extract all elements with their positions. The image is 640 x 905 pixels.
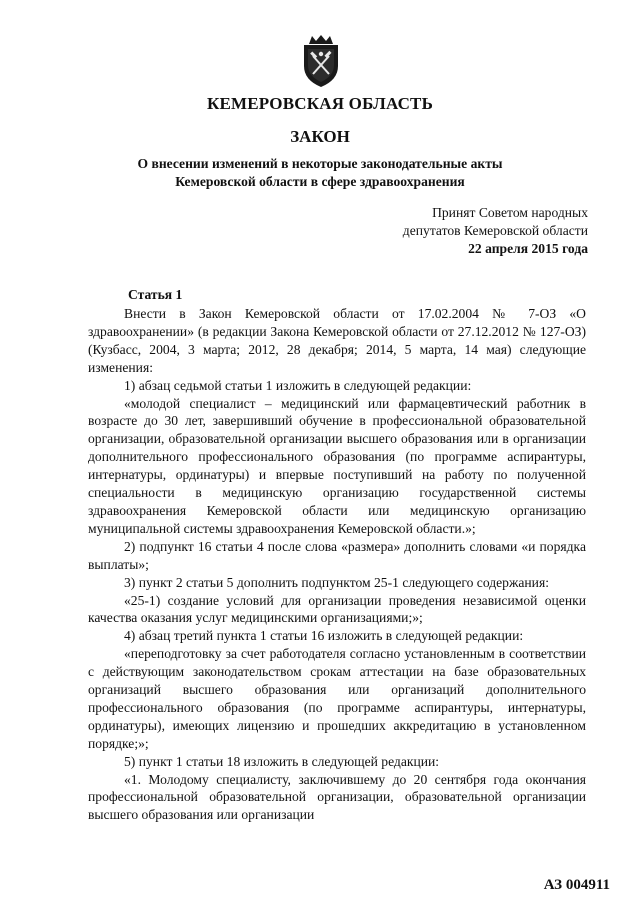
law-title-line-2: Кемеровской области в сфере здравоохранения — [175, 174, 465, 189]
article-paragraph: «переподготовку за счет работодателя согласно установленным в соответствии с действующим законодательством срокам аттестации на базе образовательных организаций высшего образования или организаций дополнительного профессионального образования (по программе аспирантуры, интернатуры, ординатуры), имеющих лицензию и прошедших аккредитацию в установленном порядке;»; — [88, 646, 586, 751]
adoption-line-2: депутатов Кемеровской области — [402, 223, 588, 238]
article-paragraph: Внести в Закон Кемеровской области от 17.02.2004 № 7-ОЗ «О здравоохранении» (в редакции Закона Кемеровской области от 27.12.2012 № 127-ОЗ) (Кузбасс, 2004, 3 марта; 2012, 28 декабря; 2014, 5 марта, 14 мая) следующие изменения: — [88, 306, 586, 375]
article-paragraph: 2) подпункт 16 статьи 4 после слова «размера» дополнить словами «и порядка выплаты»; — [88, 538, 586, 572]
adoption-line-1: Принят Советом народных — [432, 205, 588, 220]
article-paragraph: «молодой специалист – медицинский или фармацевтический работник в возрасте до 30 лет, завершивший обучение в профессиональной образовательной организации, образовательной организации высшего образования или в организации дополнительного профессионального образования (по программе аспирантуры, интернатуры, ординатуры) и впервые поступивший на работу по полученной специальности в медицинскую организацию государственной системы здравоохранения Кемеровской области или медицинскую организацию муниципальной системы здравоохранения Кемеровской области.»; — [88, 395, 586, 536]
document-type-heading: ЗАКОН — [290, 127, 350, 146]
coat-of-arms-icon — [300, 34, 342, 88]
serial-number: АЗ 004911 — [543, 877, 610, 893]
adoption-block — [403, 204, 588, 258]
article-heading: Статья 1 — [128, 287, 183, 302]
article-body — [88, 305, 586, 824]
article-paragraph: «25-1) создание условий для организации проведения независимой оценки качества оказания услуг медицинскими организациями;»; — [88, 592, 586, 626]
article-paragraph: 5) пункт 1 статьи 18 изложить в следующей редакции: — [124, 753, 440, 769]
article-paragraph: 3) пункт 2 статьи 5 дополнить подпунктом 25-1 следующего содержания: — [124, 574, 549, 590]
region-heading: КЕМЕРОВСКАЯ ОБЛАСТЬ — [206, 94, 434, 113]
article-paragraph: 1) абзац седьмой статьи 1 изложить в следующей редакции: — [124, 377, 472, 393]
article-paragraph: «1. Молодому специалисту, заключившему до 20 сентября года окончания профессиональной образовательной организации, образовательной организации высшего образования или организации — [88, 771, 586, 823]
article-paragraph: 4) абзац третий пункта 1 статьи 16 изложить в следующей редакции: — [124, 628, 524, 644]
adoption-date: 22 апреля 2015 года — [468, 241, 588, 256]
law-title-line-1: О внесении изменений в некоторые законодательные акты — [137, 156, 503, 171]
law-title — [0, 155, 640, 191]
